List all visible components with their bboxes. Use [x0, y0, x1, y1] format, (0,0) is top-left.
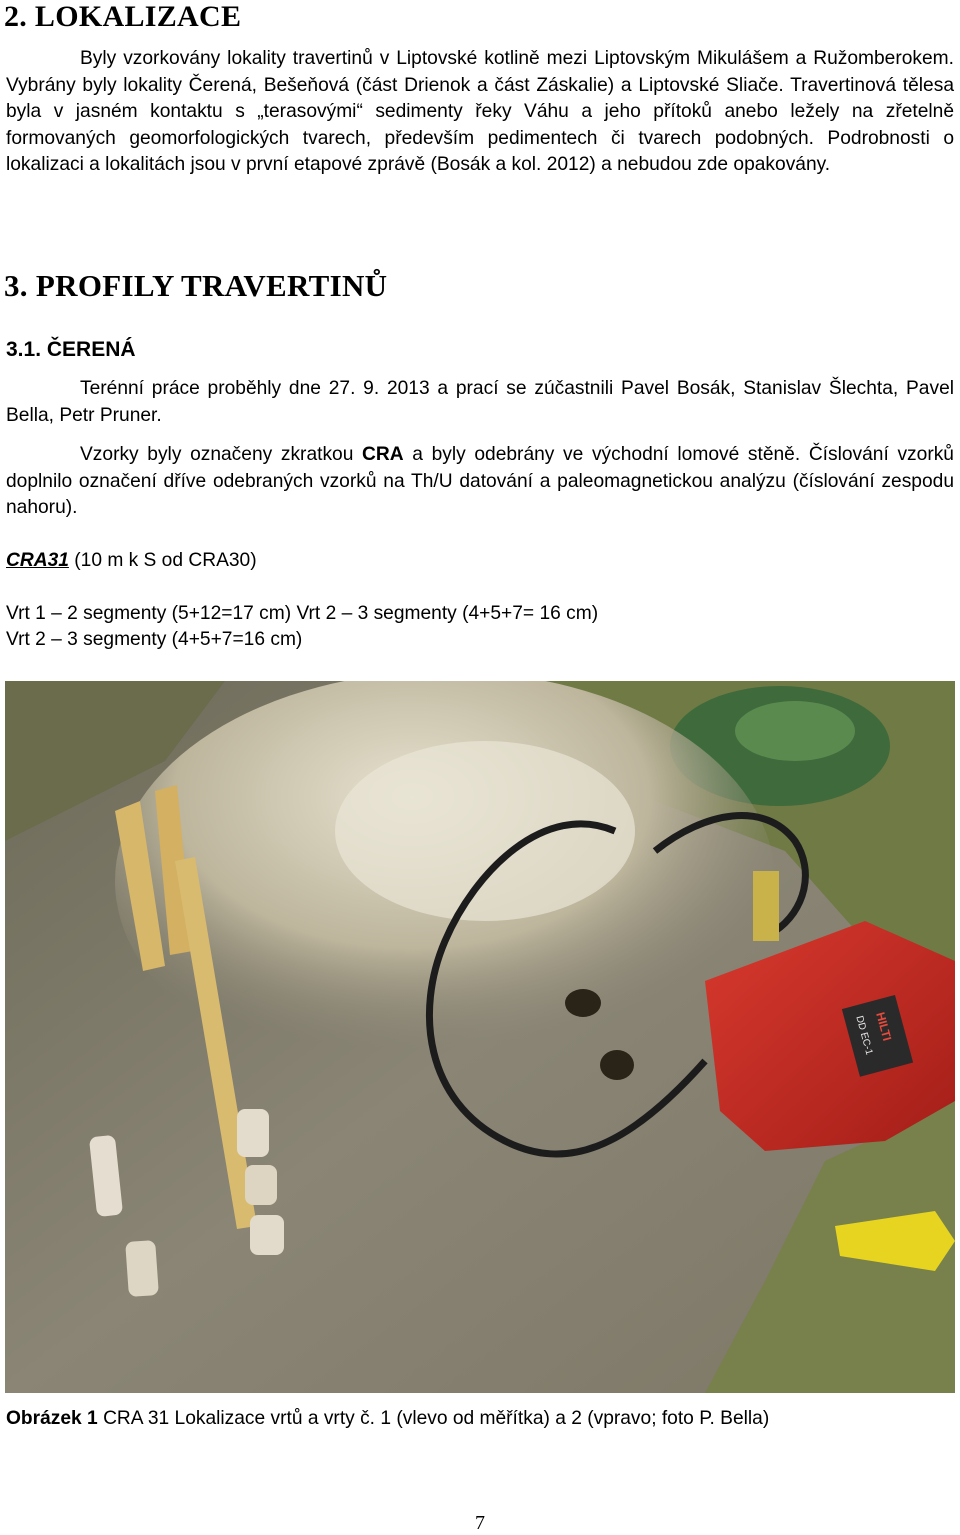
sample-code-bold: CRA — [362, 444, 404, 465]
figure-caption-text: CRA 31 Lokalizace vrtů a vrty č. 1 (vlevo od měřítka) a 2 (vpravo; foto P. Bella) — [97, 1408, 770, 1429]
drill-hole-lower — [600, 1050, 634, 1080]
borehole-line-2: Vrt 2 – 3 segmenty (4+5+7=16 cm) — [6, 629, 303, 650]
paragraph-sample-labels — [6, 442, 954, 522]
green-plant-highlight — [735, 701, 855, 761]
drill-brand-label: HILTI — [873, 1010, 895, 1043]
core-vrt1-segment-2 — [125, 1240, 159, 1297]
sample-heading — [6, 548, 257, 574]
core-vrt2-segment-2 — [245, 1165, 277, 1205]
section-heading-lokalizace: 2. LOKALIZACE — [4, 0, 242, 33]
travertine-exposure-bright — [335, 741, 635, 921]
field-photo — [5, 681, 955, 1393]
borehole-line-1: Vrt 1 – 2 segmenty (5+12=17 cm) Vrt 2 – 3 segmenty (4+5+7= 16 cm) — [6, 603, 599, 624]
subsection-heading-cerena: 3.1. ČERENÁ — [6, 338, 136, 361]
page-number: 7 — [475, 1512, 485, 1534]
paragraph-field-work: Terénní práce proběhly dne 27. 9. 2013 a prací se zúčastnili Pavel Bosák, Stanislav Šlechta, Pavel Bella, Petr Pruner. — [6, 378, 954, 426]
sample-location: (10 m k S od CRA30) — [68, 550, 257, 571]
core-vrt2-segment-1 — [237, 1109, 269, 1157]
core-vrt2-segment-3 — [250, 1215, 284, 1255]
figure-caption — [6, 1406, 769, 1432]
paragraph-text: a byly odebrány ve východní lomové stěně. Číslování vzorků doplnilo označení dříve odebraných vzorků na Th/U datování a paleomagnetickou analýzu (číslování zespodu nahoru). — [6, 444, 954, 519]
drill-model-label: DD EC-1 — [853, 1014, 875, 1057]
section-heading-profily: 3. PROFILY TRAVERTINŮ — [4, 268, 388, 303]
drill-hole-upper — [565, 989, 601, 1017]
figure-label: Obrázek 1 — [6, 1408, 98, 1429]
paragraph-lokalizace: Byly vzorkovány lokality travertinů v Liptovské kotlině mezi Liptovským Mikulášem a Ružomberokem. Vybrány byly lokality Čerená, Bešeňová (část Drienok a část Záskalie) a Liptovské Sliače. Travertinová tělesa byla v jasném kontaktu s „terasovými“ sedimenty řeky Váhu a jeho přítoků anebo ležely na zřetelně formovaných geomorfologických tvarech, především pedimentech či tvarech podobných. Podrobnosti o lokalizaci a lokalitách jsou v první etapové zprávě (Bosák a kol. 2012) a nebudou zde opakovány. — [6, 48, 954, 176]
drill-coupling — [753, 871, 779, 941]
sample-id: CRA31 — [6, 550, 69, 571]
paragraph-text: Vzorky byly označeny zkratkou — [80, 444, 363, 465]
